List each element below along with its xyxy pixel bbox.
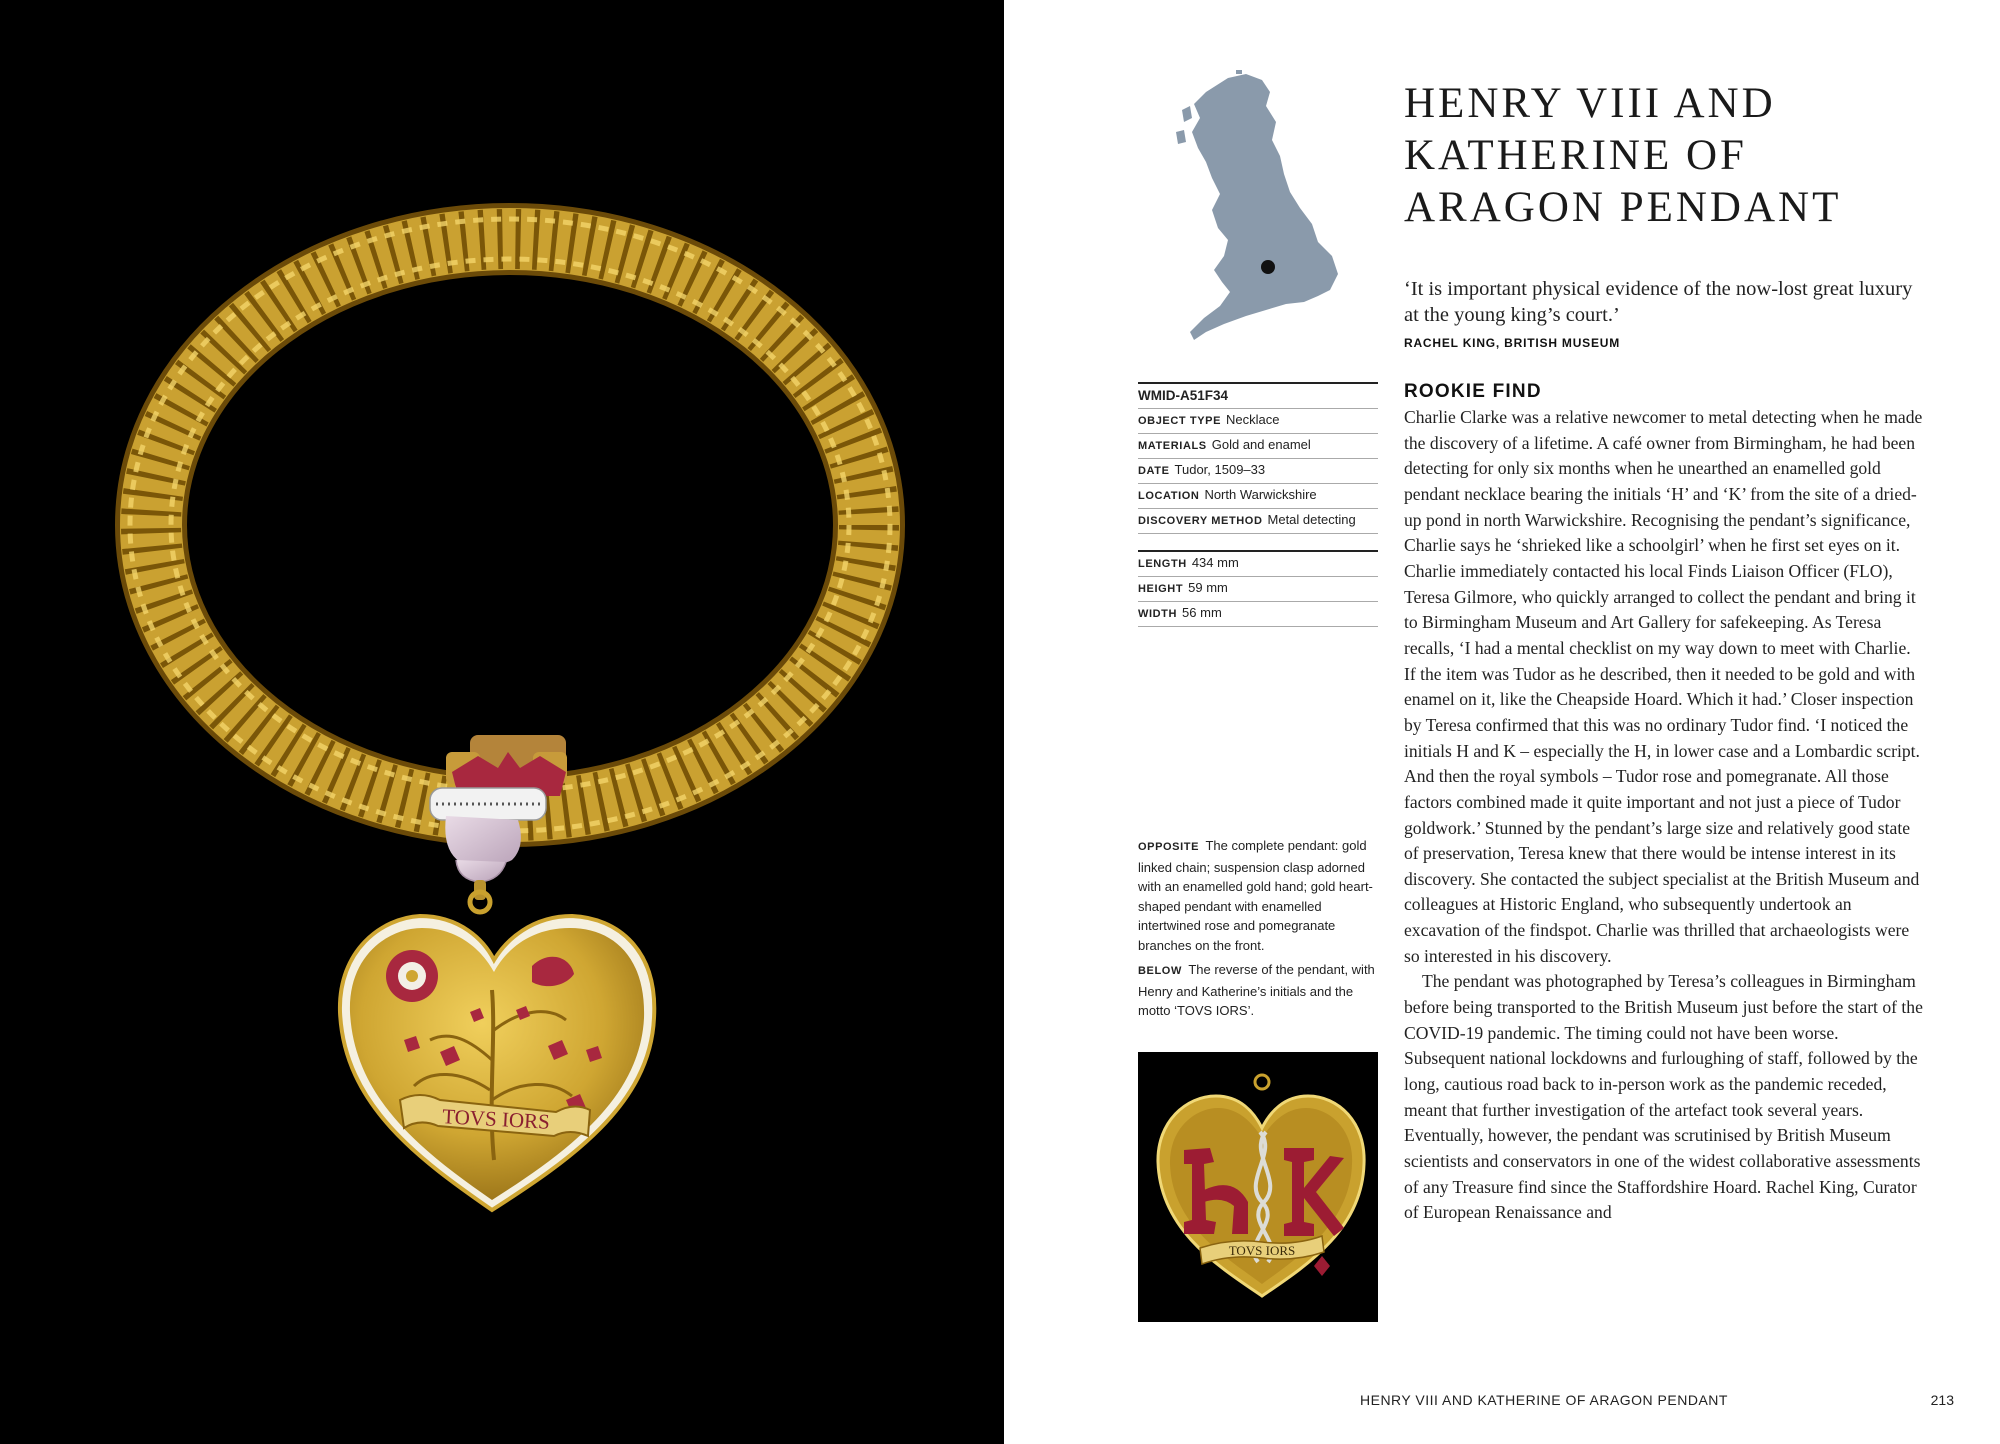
dimensions-box <box>1138 550 1378 627</box>
fact-row-height <box>1138 577 1378 602</box>
fact-label: HEIGHT <box>1138 583 1184 595</box>
title-line-1: HENRY VIII AND <box>1404 80 1776 127</box>
fact-label: WIDTH <box>1138 608 1178 620</box>
caption-opposite <box>1138 836 1378 955</box>
fact-value: 59 mm <box>1188 580 1228 595</box>
fact-row-width <box>1138 602 1378 627</box>
fact-value: North Warwickshire <box>1204 487 1317 502</box>
page-title <box>1404 78 1964 234</box>
body-paragraph-2: The pendant was photographed by Teresa’s colleagues in Birmingham before being transported to the British Museum just before the start of the COVID-19 pandemic. The timing could not have been worse. Subsequent national lockdowns and furloughing of staff, followed by the long, cautious road back to in-person work as the pandemic receded, meant that further investigation of the artefact took several years. Eventually, however, the pendant was scrutinised by British Museum scientists and conservators in one of the widest collaborative assessments of any Treasure find since the Staffordshire Hoard. Rachel King, Curator of European Renaissance and <box>1404 971 1923 1223</box>
fact-box <box>1138 382 1378 627</box>
caption-label: BELOW <box>1138 965 1182 977</box>
island-scotland-west <box>1176 106 1192 144</box>
fact-label: LENGTH <box>1138 558 1187 570</box>
pendant-reverse-photo <box>1138 1052 1378 1322</box>
fact-row-location <box>1138 484 1378 509</box>
uk-location-map <box>1166 70 1356 350</box>
right-page <box>1004 0 2000 1444</box>
running-footer-title: HENRY VIII AND KATHERINE OF ARAGON PENDANT <box>1360 1392 1728 1408</box>
article-body <box>1404 405 1924 1226</box>
caption-text: The complete pendant: gold linked chain; suspension clasp adorned with an enamelled gold hand; gold heart-shaped pendant with enamelled intertwined rose and pomegranate branches on the front. <box>1138 838 1373 953</box>
fact-label: DISCOVERY METHOD <box>1138 515 1263 527</box>
caption-text: The reverse of the pendant, with Henry and Katherine’s initials and the motto ‘TOVS IORS’. <box>1138 962 1375 1018</box>
fact-value: 56 mm <box>1182 605 1222 620</box>
great-britain-landmass <box>1190 74 1338 340</box>
fact-value: 434 mm <box>1191 555 1239 570</box>
title-line-2: KATHERINE OF <box>1404 132 1747 179</box>
fact-value: Necklace <box>1226 412 1280 427</box>
quote-attribution: RACHEL KING, BRITISH MUSEUM <box>1404 336 1621 350</box>
fact-value: Tudor, 1509–33 <box>1174 462 1266 477</box>
fact-value: Metal detecting <box>1267 512 1356 527</box>
island-north <box>1236 70 1242 74</box>
fact-row-object-type <box>1138 409 1378 434</box>
body-paragraph-1: Charlie Clarke was a relative newcomer to metal detecting when he made the discovery of a lifetime. A café owner from Birmingham, he had been detecting for only six months when he unearthed an enamelled gold pendant necklace bearing the initials ‘H’ and ‘K’ from the site of a dried-up pond in north Warwickshire. Recognising the pendant’s significance, Charlie says he ‘shrieked like a schoolgirl’ when he first set eyes on it. Charlie immediately contacted his local Finds Liaison Officer (FLO), Teresa Gilmore, who quickly arranged to collect the pendant and bring it to Birmingham Museum and Art Gallery for safekeeping. As Teresa recalls, ‘I had a mental checklist on my way down to meet with Charlie. If the item was Tudor as he described, then it needed to be gold and with enamel on it, like the Cheapside Hoard. Which it had.’ Closer inspection by Teresa confirmed that this was no ordinary Tudor find. ‘I noticed the initials H and K – especially the H, in lower case and a Lombardic script. And then the royal symbols – Tudor rose and pomegranate. All those factors combined made it quite important and not just a piece of Tudor goldwork.’ Stunned by the pendant’s large size and relatively good state of preservation, Teresa knew that there would be intense interest in its discovery. She contacted the subject specialist at the British Museum and colleagues at Historic England, who subsequently undertook an excavation of the findspot. Charlie was thrilled that archaeologists were so interested in his discovery. <box>1404 407 1923 966</box>
caption-label: OPPOSITE <box>1138 841 1200 853</box>
pendant-motto-text: TOVS IORS <box>441 1104 551 1134</box>
fact-row-length <box>1138 550 1378 577</box>
title-line-3: ARAGON PENDANT <box>1404 184 1842 231</box>
section-heading: ROOKIE FIND <box>1404 381 1542 402</box>
fact-row-discovery-method <box>1138 509 1378 534</box>
fact-label: LOCATION <box>1138 490 1200 502</box>
page-number: 213 <box>1930 1392 1954 1408</box>
fact-label: OBJECT TYPE <box>1138 415 1222 427</box>
heart-pendant <box>340 916 654 1210</box>
pendant-reverse-illustration <box>1138 1052 1378 1322</box>
object-id: WMID-A51F34 <box>1138 382 1378 409</box>
fact-label: MATERIALS <box>1138 440 1207 452</box>
fact-label: DATE <box>1138 465 1170 477</box>
pull-quote: ‘It is important physical evidence of the now-lost great luxury at the young king’s court.’ <box>1404 278 1913 326</box>
caption-below <box>1138 960 1378 1021</box>
reverse-motto-text: TOVS IORS <box>1228 1243 1296 1258</box>
fact-row-date <box>1138 459 1378 484</box>
image-captions <box>1138 836 1378 1026</box>
findspot-marker <box>1261 260 1275 274</box>
fact-value: Gold and enamel <box>1211 437 1311 452</box>
fact-row-materials <box>1138 434 1378 459</box>
